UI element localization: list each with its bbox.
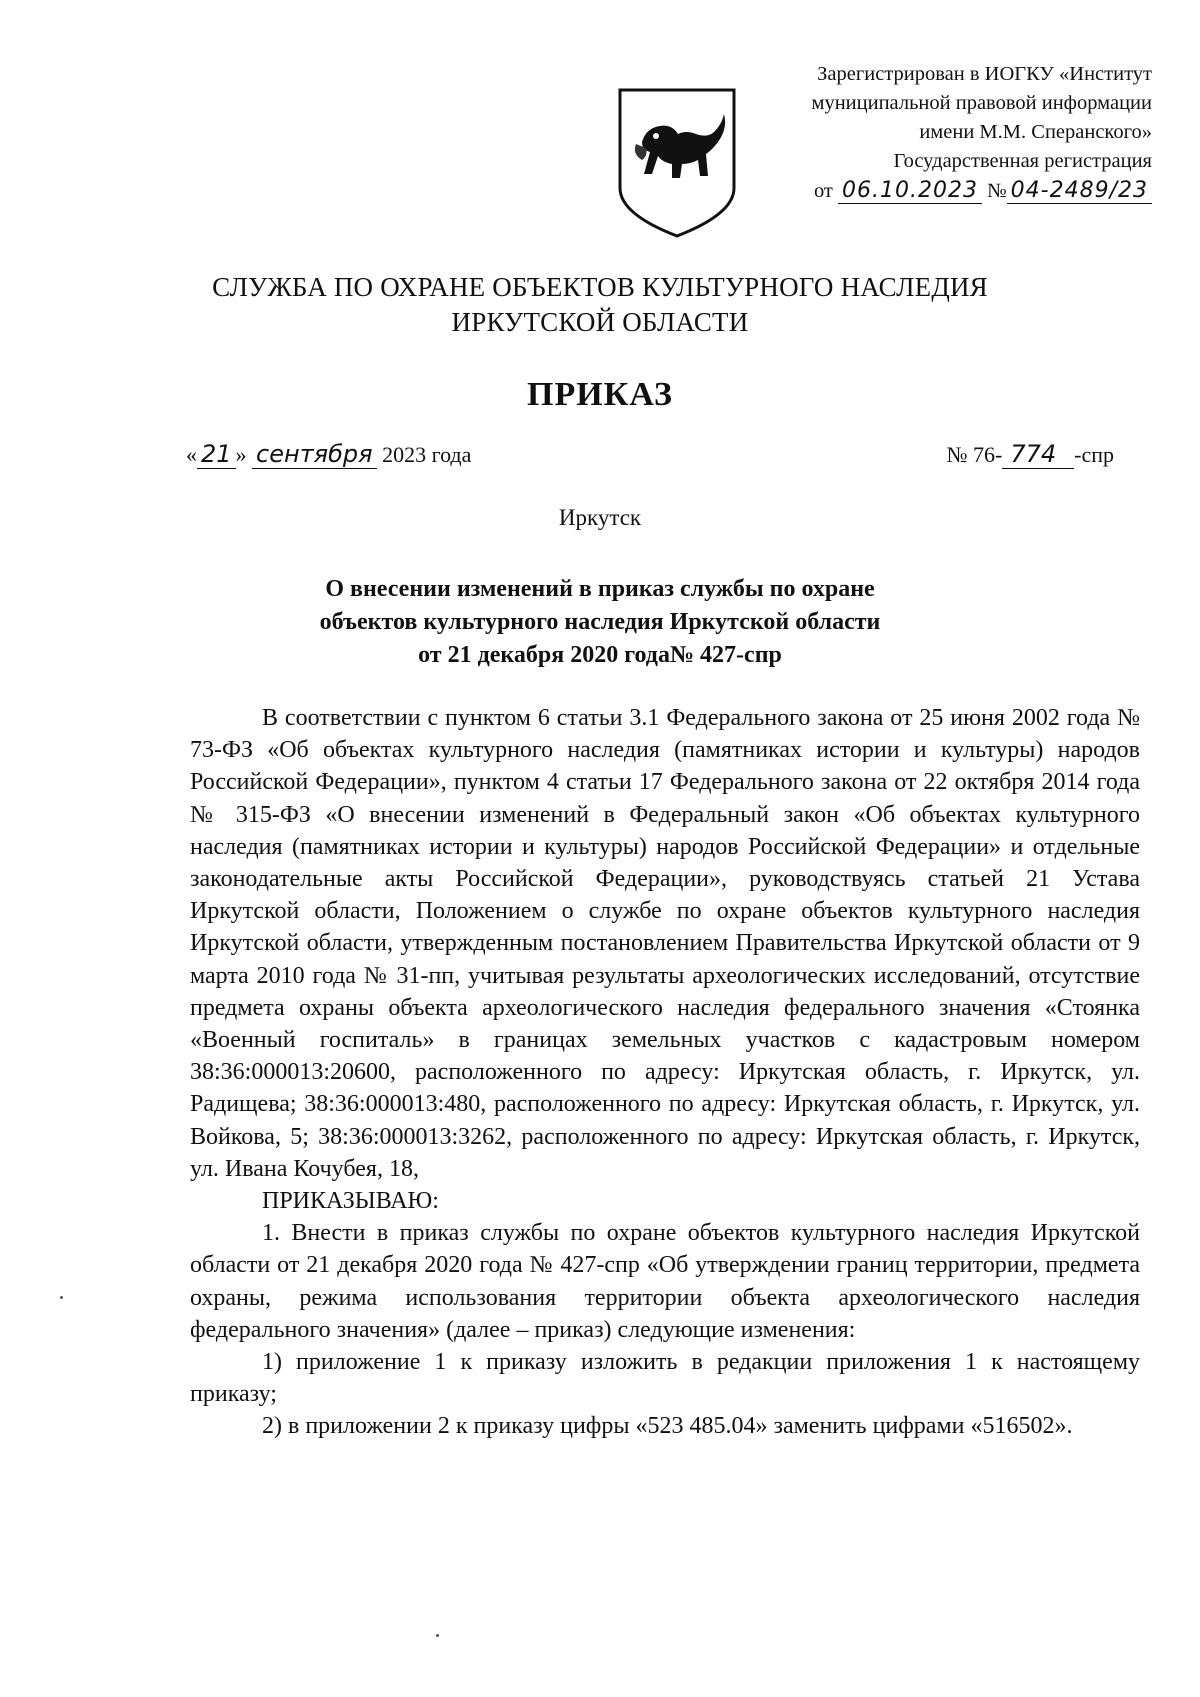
date-day: 21 <box>197 440 236 469</box>
agency-name-line-2: ИРКУТСКОЙ ОБЛАСТИ <box>451 307 749 337</box>
scan-speck <box>436 1634 439 1637</box>
subject-line-3: от 21 декабря 2020 года№ 427-спр <box>418 642 782 668</box>
preamble-paragraph: В соответствии с пунктом 6 статьи 3.1 Федерального закона от 25 июня 2002 года № 73-ФЗ «Об объектах культурного наследия (памятниках истории и культуры) народов Российской Федерации», пунктом 4 статьи 17 Федерального закона от 22 октября 2014 года № 315-ФЗ «О внесении изменений в Федеральный закон «Об объектах культурного наследия (памятниках истории и культуры) народов Российской Федерации» и отдельные законодательные акты Российской Федерации», руководствуясь статьей 21 Устава Иркутской области, Положением о службе по охране объектов культурного наследия Иркутской области, утвержденным постановлением Правительства Иркутской области от 9 марта 2010 года № 31-пп, учитывая результаты археологических исследований, отсутствие предмета охраны объекта археологического наследия федерального значения «Стоянка «Военный госпиталь» в границах земельных участков с кадастровым номером 38:36:000013:20600, расположенного по адресу: Иркутская область, г. Иркутск, ул. Радищева; 38:36:000013:480, расположенного по адресу: Иркутская область, г. Иркутск, ул. Войкова, 5; 38:36:000013:3262, расположенного по адресу: Иркутская область, г. Иркутск, ул. Ивана Кочубея, 18, <box>190 705 1140 1182</box>
date-close-quote: » <box>235 442 247 467</box>
subject-line-1: О внесении изменений в приказ службы по охране <box>325 576 875 602</box>
order-word: ПРИКАЗЫВАЮ: <box>262 1188 439 1215</box>
item-1-1-paragraph: 1) приложение 1 к приказу изложить в редакции приложения 1 к настоящему приказу; <box>190 1349 1140 1408</box>
order-number <box>946 440 1114 468</box>
registration-date: 06.10.2023 <box>838 178 982 204</box>
date-year: 2023 года <box>382 442 472 467</box>
scan-speck <box>60 1296 63 1299</box>
subject-line-2: объектов культурного наследия Иркутской области <box>319 609 881 635</box>
order-body <box>190 702 1140 1443</box>
date-month: сентября <box>252 440 377 469</box>
registration-line-1: Зарегистрирован в ИОГКУ «Институт <box>817 63 1152 85</box>
order-number-handwritten: 774 <box>1002 440 1074 469</box>
order-date <box>186 440 471 468</box>
registration-from-label: от <box>813 180 833 202</box>
city-name: Иркутск <box>558 505 642 530</box>
document-type-title: ПРИКАЗ <box>527 376 673 413</box>
order-number-suffix: -спр <box>1074 442 1114 467</box>
agency-name <box>0 270 1200 340</box>
agency-name-line-1: СЛУЖБА ПО ОХРАНЕ ОБЪЕКТОВ КУЛЬТУРНОГО НАСЛЕДИЯ <box>212 272 988 302</box>
registration-line-5 <box>732 176 1152 206</box>
registration-stamp <box>732 60 1152 206</box>
item-1-paragraph: 1. Внести в приказ службы по охране объектов культурного наследия Иркутской области от 21 декабря 2020 года № 427-спр «Об утверждении границ территории, предмета охраны, режима использования территории объекта археологического наследия федерального значения» (далее – приказ) следующие изменения: <box>190 1220 1140 1343</box>
date-open-quote: « <box>186 442 197 467</box>
coat-of-arms-emblem <box>612 84 742 240</box>
order-number-prefix: № 76- <box>946 442 1003 467</box>
registration-number: 04-2489/23 <box>1007 178 1152 204</box>
registration-number-label: № <box>987 180 1007 202</box>
registration-line-2: муниципальной правовой информации <box>811 92 1152 114</box>
order-subject <box>0 573 1200 672</box>
item-1-2-paragraph: 2) в приложении 2 к приказу цифры «523 485.04» заменить цифрами «516502». <box>262 1413 1073 1440</box>
registration-line-3: имени М.М. Сперанского» <box>919 121 1152 143</box>
registration-line-4: Государственная регистрация <box>893 150 1152 172</box>
